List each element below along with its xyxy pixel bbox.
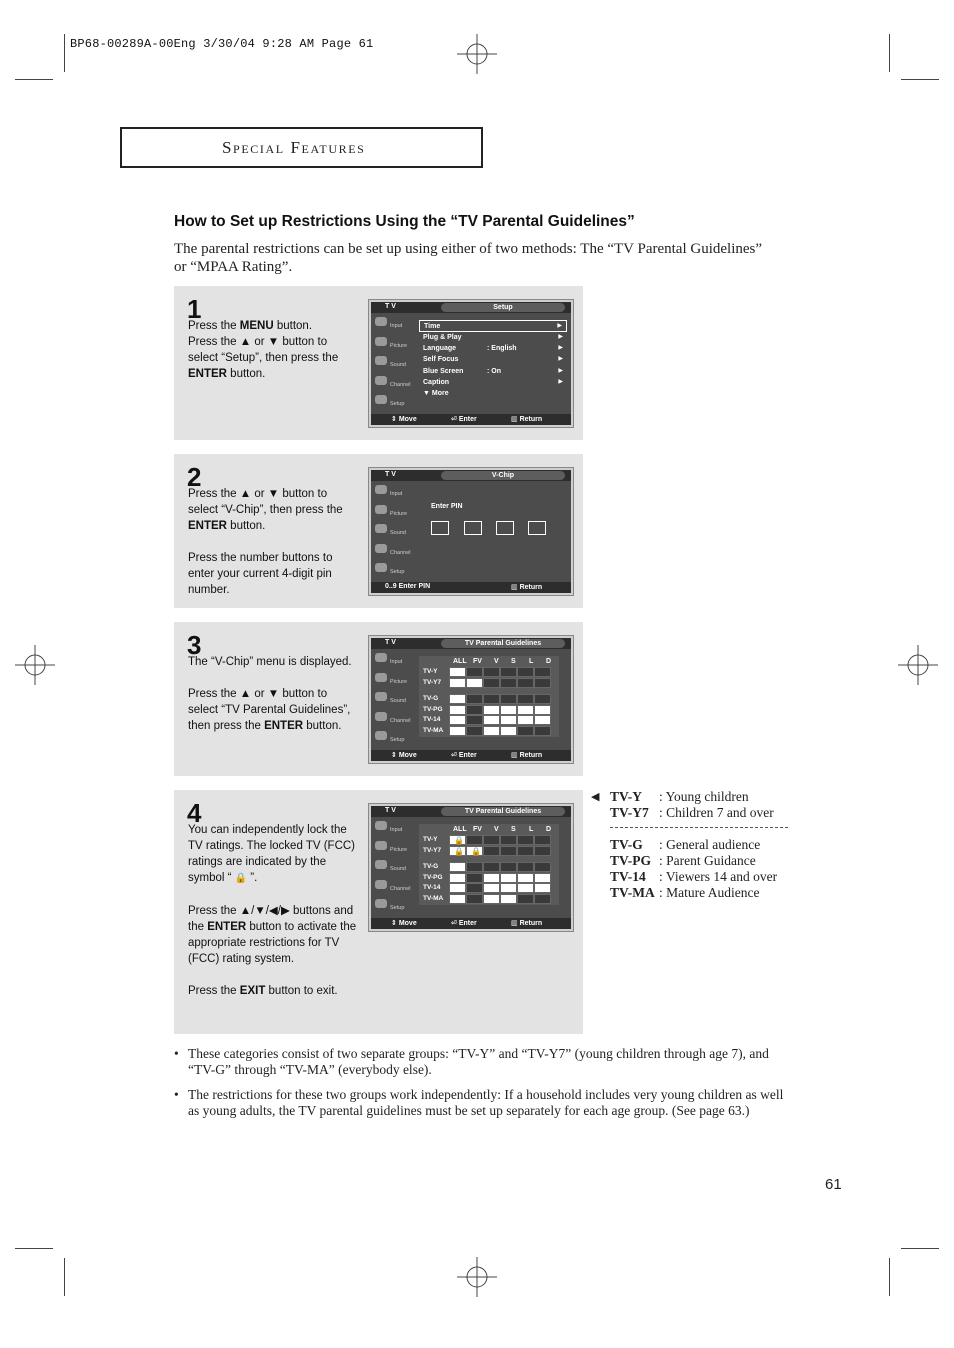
setup-icon <box>375 899 387 908</box>
step-instructions <box>188 654 360 734</box>
rating-cell[interactable] <box>517 862 534 872</box>
osd-setup-menu <box>419 320 567 399</box>
sound-icon <box>375 524 387 533</box>
enter-icon: ⏎ <box>451 416 459 423</box>
legend-row: TV-G : General audience <box>610 837 761 852</box>
rating-cell[interactable] <box>466 883 483 893</box>
picture-icon <box>375 505 387 514</box>
rating-cell[interactable] <box>517 694 534 704</box>
rating-cell[interactable] <box>500 667 517 677</box>
move-icon: ⇕ <box>391 416 399 423</box>
instruction-line: Press the ▲ or ▼ button to <box>188 488 328 500</box>
crop-mark <box>15 1248 53 1249</box>
osd-menu-item-self-focus[interactable]: Self Focus ▶ <box>423 356 563 364</box>
rating-cell[interactable] <box>449 846 466 856</box>
channel-icon <box>375 712 387 721</box>
setup-icon <box>375 563 387 572</box>
rating-cell[interactable] <box>483 883 500 893</box>
osd-title-bar <box>371 806 571 817</box>
section-header-box <box>120 127 483 168</box>
step-panel-2 <box>174 454 583 608</box>
rating-cell[interactable] <box>534 846 551 856</box>
intro-paragraph: The parental restrictions can be set up using either of two methods: The “TV Parental Guidelines” or “MPAA Rating”. <box>174 241 763 275</box>
rating-row-tv-ma[interactable]: TV-MA <box>419 894 559 905</box>
legend-row: TV-PG : Parent Guidance <box>610 853 756 868</box>
osd-tv-label: T V <box>385 303 396 310</box>
step-number: 4 <box>187 798 202 828</box>
rating-row-tv-pg[interactable]: TV-PG <box>419 705 559 716</box>
rating-cell[interactable] <box>449 705 466 715</box>
osd-footer <box>371 582 571 593</box>
osd-menu-item-more[interactable]: ▼ More <box>423 389 449 397</box>
crop-mark <box>64 1258 65 1296</box>
rating-cell[interactable] <box>449 835 466 845</box>
lock-icon: 🔒 <box>234 873 248 884</box>
rating-grid <box>419 656 559 737</box>
rating-row-tv-g[interactable]: TV-G <box>419 862 559 873</box>
osd-menu-item-blue-screen[interactable]: Blue Screen : On ▶ <box>423 367 563 375</box>
crop-mark <box>889 34 890 72</box>
rating-cell[interactable] <box>449 678 466 688</box>
crop-mark <box>64 34 65 72</box>
instruction-line: select “Setup”, then press the <box>188 352 339 364</box>
osd-footer-move: ⇕ Move <box>391 752 417 759</box>
instruction-line: ratings are indicated by the <box>188 856 327 868</box>
rating-cell[interactable] <box>483 705 500 715</box>
rating-row-tv-14[interactable]: TV-14 <box>419 883 559 894</box>
rating-cell[interactable] <box>534 862 551 872</box>
rating-cell[interactable] <box>466 715 483 725</box>
rating-cell[interactable] <box>449 694 466 704</box>
rating-cell[interactable] <box>449 873 466 883</box>
osd-sidebar-item[interactable]: Setup <box>373 897 415 917</box>
osd-footer <box>371 750 571 761</box>
rating-cell[interactable] <box>534 678 551 688</box>
rating-cell[interactable] <box>517 678 534 688</box>
sound-icon <box>375 356 387 365</box>
rating-row-tv-g[interactable]: TV-G <box>419 694 559 705</box>
rating-cell[interactable] <box>534 694 551 704</box>
rating-cell[interactable] <box>517 715 534 725</box>
osd-menu-item-caption[interactable]: Caption ▶ <box>423 378 563 386</box>
channel-icon <box>375 376 387 385</box>
osd-sidebar-item[interactable]: Input <box>373 819 415 839</box>
rating-cell[interactable] <box>500 726 517 736</box>
osd-title-bar <box>371 470 571 481</box>
instruction-line: symbol “ 🔒 ”. <box>188 872 258 884</box>
instruction-line: (FCC) rating system. <box>188 953 295 965</box>
rating-cell[interactable] <box>534 894 551 904</box>
osd-footer-enter-pin: 0..9 Enter PIN <box>385 583 431 590</box>
setup-icon <box>375 731 387 740</box>
rating-cell[interactable] <box>483 873 500 883</box>
page-heading: How to Set up Restrictions Using the “TV Parental Guidelines” <box>174 213 635 230</box>
rating-cell[interactable] <box>500 873 517 883</box>
rating-cell[interactable] <box>466 846 483 856</box>
osd-pin-label: Enter PIN <box>431 503 463 510</box>
arrow-right-icon: ▶ <box>558 334 563 340</box>
rating-cell[interactable] <box>517 883 534 893</box>
osd-footer-move: ⇕ Move <box>391 920 417 927</box>
step-instructions <box>188 318 360 382</box>
rating-cell[interactable] <box>449 883 466 893</box>
osd-sidebar <box>373 483 415 581</box>
legend-divider <box>591 821 791 837</box>
osd-menu-item-language[interactable]: Language : English ▶ <box>423 345 563 353</box>
bullet-text: The restrictions for these two groups work independently: If a household includes very young children as well as young adults, the TV parental guidelines must be set up separately for each age group. (See page 63.) <box>188 1087 784 1118</box>
osd-menu-item-time[interactable]: Time ▶ <box>419 320 567 332</box>
rating-cell[interactable] <box>517 873 534 883</box>
osd-sidebar-item[interactable]: Channel <box>373 374 415 394</box>
lock-icon: 🔒 <box>454 846 464 856</box>
instruction-line: Press the ▲ or ▼ button to <box>188 688 328 700</box>
rating-cell[interactable] <box>534 715 551 725</box>
input-icon <box>375 317 387 326</box>
rating-cell[interactable] <box>466 894 483 904</box>
osd-sidebar-item[interactable]: Picture <box>373 839 415 859</box>
instruction-line: enter your current 4-digit pin <box>188 568 332 580</box>
arrow-right-icon: ▶ <box>558 378 563 385</box>
pin-digit-field[interactable] <box>431 521 449 535</box>
instruction-line: appropriate restrictions for TV <box>188 937 340 949</box>
osd-sidebar <box>373 651 415 749</box>
rating-cell[interactable] <box>534 873 551 883</box>
arrow-right-icon: ▶ <box>558 367 563 374</box>
crop-mark <box>15 79 53 80</box>
registration-mark-icon <box>457 34 497 74</box>
rating-cell[interactable] <box>500 678 517 688</box>
osd-sidebar-item[interactable]: Setup <box>373 561 415 581</box>
osd-screen-parental-guidelines-locked <box>369 804 573 931</box>
rating-row-tv-pg[interactable]: TV-PG <box>419 873 559 884</box>
legend-row: TV-Y7 : Children 7 and over <box>610 805 774 820</box>
input-icon <box>375 821 387 830</box>
osd-sidebar-item[interactable]: Channel <box>373 710 415 730</box>
arrow-right-icon: ▶ <box>557 323 562 329</box>
pin-digit-field[interactable] <box>496 521 514 535</box>
osd-sidebar-item[interactable]: Picture <box>373 671 415 691</box>
osd-title-bar <box>371 302 571 313</box>
instruction-line: TV ratings. The locked TV (FCC) <box>188 840 356 852</box>
osd-screen-vchip <box>369 468 573 595</box>
step-number: 2 <box>187 462 202 492</box>
osd-sidebar-item[interactable]: Sound <box>373 690 415 710</box>
osd-sidebar-item[interactable]: Picture <box>373 503 415 523</box>
osd-title-bar <box>371 638 571 649</box>
setup-icon <box>375 395 387 404</box>
osd-sidebar-item[interactable]: Channel <box>373 878 415 898</box>
osd-screen-setup <box>369 300 573 427</box>
return-icon: ▥ <box>511 920 520 927</box>
rating-cell[interactable] <box>500 694 517 704</box>
section-title: Special Features <box>222 138 366 157</box>
rating-cell[interactable] <box>534 667 551 677</box>
rating-cell[interactable] <box>517 726 534 736</box>
step-panel-3 <box>174 622 583 776</box>
instruction-line: You can independently lock the <box>188 824 347 836</box>
osd-screen-parental-guidelines <box>369 636 573 763</box>
pointer-left-icon: ◀ <box>591 791 600 803</box>
rating-cell[interactable] <box>534 705 551 715</box>
osd-footer <box>371 918 571 929</box>
rating-grid-header: ALL FV V S L D <box>453 826 552 833</box>
rating-cell[interactable] <box>483 678 500 688</box>
osd-sidebar-item[interactable]: Sound <box>373 354 415 374</box>
bullet-icon: • <box>174 1087 179 1102</box>
osd-menu-item-plug-play[interactable]: Plug & Play ▶ <box>423 334 563 341</box>
osd-footer-return: ▥ Return <box>511 920 543 927</box>
osd-sidebar-item[interactable]: Input <box>373 315 415 335</box>
sound-icon <box>375 692 387 701</box>
rating-cell[interactable] <box>449 862 466 872</box>
rating-cell[interactable] <box>500 705 517 715</box>
return-icon: ▥ <box>511 584 520 591</box>
instruction-line: ENTER button. <box>188 368 266 380</box>
rating-row-tv-y[interactable]: TV-Y 🔒 <box>419 835 559 846</box>
return-icon: ▥ <box>511 752 520 759</box>
step-panel-1 <box>174 286 583 440</box>
instruction-line: Press the MENU button. <box>188 320 313 332</box>
osd-footer <box>371 414 571 425</box>
move-icon: ⇕ <box>391 920 399 927</box>
page-number: 61 <box>825 1176 842 1193</box>
rating-cell[interactable] <box>517 667 534 677</box>
rating-cell[interactable] <box>517 846 534 856</box>
osd-footer-enter: ⏎ Enter <box>451 920 477 927</box>
osd-menu-title: TV Parental Guidelines <box>441 639 565 648</box>
rating-grid <box>419 824 559 905</box>
step-number: 3 <box>187 630 202 660</box>
rating-cell[interactable] <box>483 862 500 872</box>
pin-digit-field[interactable] <box>528 521 546 535</box>
instruction-line: number. <box>188 584 230 596</box>
rating-cell[interactable] <box>517 894 534 904</box>
channel-icon <box>375 544 387 553</box>
osd-footer-return: ▥ Return <box>511 752 543 759</box>
pin-digit-field[interactable] <box>464 521 482 535</box>
instruction-line: then press the ENTER button. <box>188 720 342 732</box>
rating-row-tv-14[interactable]: TV-14 <box>419 715 559 726</box>
osd-footer-return: ▥ Return <box>511 416 543 423</box>
instruction-line: Press the EXIT button to exit. <box>188 985 338 997</box>
osd-sidebar-item[interactable]: Input <box>373 651 415 671</box>
rating-row-tv-y[interactable]: TV-Y <box>419 667 559 678</box>
osd-menu-title: V-Chip <box>441 471 565 480</box>
rating-cell[interactable] <box>500 835 517 845</box>
rating-cell[interactable] <box>500 846 517 856</box>
osd-footer-return: ▥ Return <box>511 584 543 591</box>
move-icon: ⇕ <box>391 752 399 759</box>
instruction-line: select “TV Parental Guidelines”, <box>188 704 351 716</box>
instruction-line: select “V-Chip”, then press the <box>188 504 343 516</box>
instruction-line: Press the ▲ or ▼ button to <box>188 336 328 348</box>
osd-footer-enter: ⏎ Enter <box>451 416 477 423</box>
picture-icon <box>375 673 387 682</box>
legend-row: TV-14 : Viewers 14 and over <box>610 869 778 884</box>
crop-mark <box>901 1248 939 1249</box>
osd-menu-title: Setup <box>441 303 565 312</box>
osd-sidebar-item[interactable]: Input <box>373 483 415 503</box>
rating-cell[interactable] <box>500 894 517 904</box>
rating-cell[interactable] <box>466 694 483 704</box>
rating-row-tv-y7[interactable]: TV-Y7 <box>419 678 559 689</box>
rating-cell[interactable] <box>483 715 500 725</box>
osd-sidebar-item[interactable]: Picture <box>373 335 415 355</box>
osd-sidebar-item[interactable]: Channel <box>373 542 415 562</box>
rating-cell[interactable] <box>483 694 500 704</box>
input-icon <box>375 653 387 662</box>
rating-cell[interactable] <box>500 862 517 872</box>
instruction-line: The “V-Chip” menu is displayed. <box>188 656 352 668</box>
rating-cell[interactable] <box>466 726 483 736</box>
osd-sidebar <box>373 315 415 413</box>
bullet-item <box>174 1087 794 1137</box>
bullet-text: These categories consist of two separate groups: “TV-Y” and “TV-Y7” (young children through age 7), and “TV-G” through “TV-MA” (everybody else). <box>188 1046 769 1077</box>
osd-sidebar-item[interactable]: Sound <box>373 522 415 542</box>
osd-footer-enter: ⏎ Enter <box>451 752 477 759</box>
rating-cell[interactable] <box>483 894 500 904</box>
picture-icon <box>375 841 387 850</box>
rating-cell[interactable] <box>449 894 466 904</box>
picture-icon <box>375 337 387 346</box>
rating-cell[interactable] <box>483 835 500 845</box>
rating-cell[interactable] <box>466 835 483 845</box>
rating-cell[interactable] <box>483 667 500 677</box>
sound-icon <box>375 860 387 869</box>
legend-row: TV-MA : Mature Audience <box>610 885 760 900</box>
legend-row: ◀ TV-Y : Young children <box>591 789 749 804</box>
lock-icon: 🔒 <box>454 836 464 845</box>
rating-cell[interactable] <box>466 667 483 677</box>
channel-icon <box>375 880 387 889</box>
instruction-line: ENTER button. <box>188 520 266 532</box>
rating-grid-header: ALL FV V S L D <box>453 658 552 665</box>
rating-row-tv-ma[interactable]: TV-MA <box>419 726 559 737</box>
osd-footer-move: ⇕ Move <box>391 416 417 423</box>
rating-cell[interactable] <box>483 846 500 856</box>
return-icon: ▥ <box>511 416 520 423</box>
bullet-icon: • <box>174 1046 179 1061</box>
osd-tv-label: T V <box>385 807 396 814</box>
arrow-right-icon: ▶ <box>558 345 563 352</box>
rating-row-tv-y7[interactable]: TV-Y7 🔒 🔒 <box>419 846 559 857</box>
rating-cell[interactable] <box>500 883 517 893</box>
osd-tv-label: T V <box>385 471 396 478</box>
crop-mark <box>901 79 939 80</box>
rating-cell[interactable] <box>534 726 551 736</box>
crop-mark <box>889 1258 890 1296</box>
instruction-line: Press the number buttons to <box>188 552 333 564</box>
rating-cell[interactable] <box>517 835 534 845</box>
osd-sidebar-item[interactable]: Sound <box>373 858 415 878</box>
rating-cell[interactable] <box>466 705 483 715</box>
rating-legend <box>591 789 791 901</box>
osd-sidebar <box>373 819 415 917</box>
rating-cell[interactable] <box>517 705 534 715</box>
instruction-line: Press the ▲/▼/◀/▶ buttons and <box>188 905 354 917</box>
rating-cell[interactable] <box>534 883 551 893</box>
printer-slug: BP68-00289A-00Eng 3/30/04 9:28 AM Page 61 <box>70 37 374 51</box>
osd-sidebar-item[interactable]: Setup <box>373 729 415 749</box>
rating-cell[interactable] <box>449 715 466 725</box>
rating-cell[interactable] <box>483 726 500 736</box>
registration-mark-icon <box>15 645 55 685</box>
rating-cell[interactable] <box>466 873 483 883</box>
rating-cell[interactable] <box>500 715 517 725</box>
bullet-item <box>174 1046 794 1080</box>
rating-cell[interactable] <box>449 726 466 736</box>
rating-cell[interactable] <box>466 678 483 688</box>
registration-mark-icon <box>457 1257 497 1297</box>
osd-tv-label: T V <box>385 639 396 646</box>
step-panel-4 <box>174 790 583 1034</box>
arrow-right-icon: ▶ <box>558 356 563 363</box>
registration-mark-icon <box>898 645 938 685</box>
instruction-line: the ENTER button to activate the <box>188 921 357 933</box>
step-number: 1 <box>187 294 202 324</box>
osd-sidebar-item[interactable]: Setup <box>373 393 415 413</box>
rating-cell[interactable] <box>449 667 466 677</box>
enter-icon: ⏎ <box>451 920 459 927</box>
osd-menu-title: TV Parental Guidelines <box>441 807 565 816</box>
rating-cell[interactable] <box>466 862 483 872</box>
step-instructions <box>188 486 360 598</box>
enter-icon: ⏎ <box>451 752 459 759</box>
rating-cell[interactable] <box>534 835 551 845</box>
step-instructions <box>188 822 360 999</box>
input-icon <box>375 485 387 494</box>
lock-icon: 🔒 <box>471 846 481 856</box>
